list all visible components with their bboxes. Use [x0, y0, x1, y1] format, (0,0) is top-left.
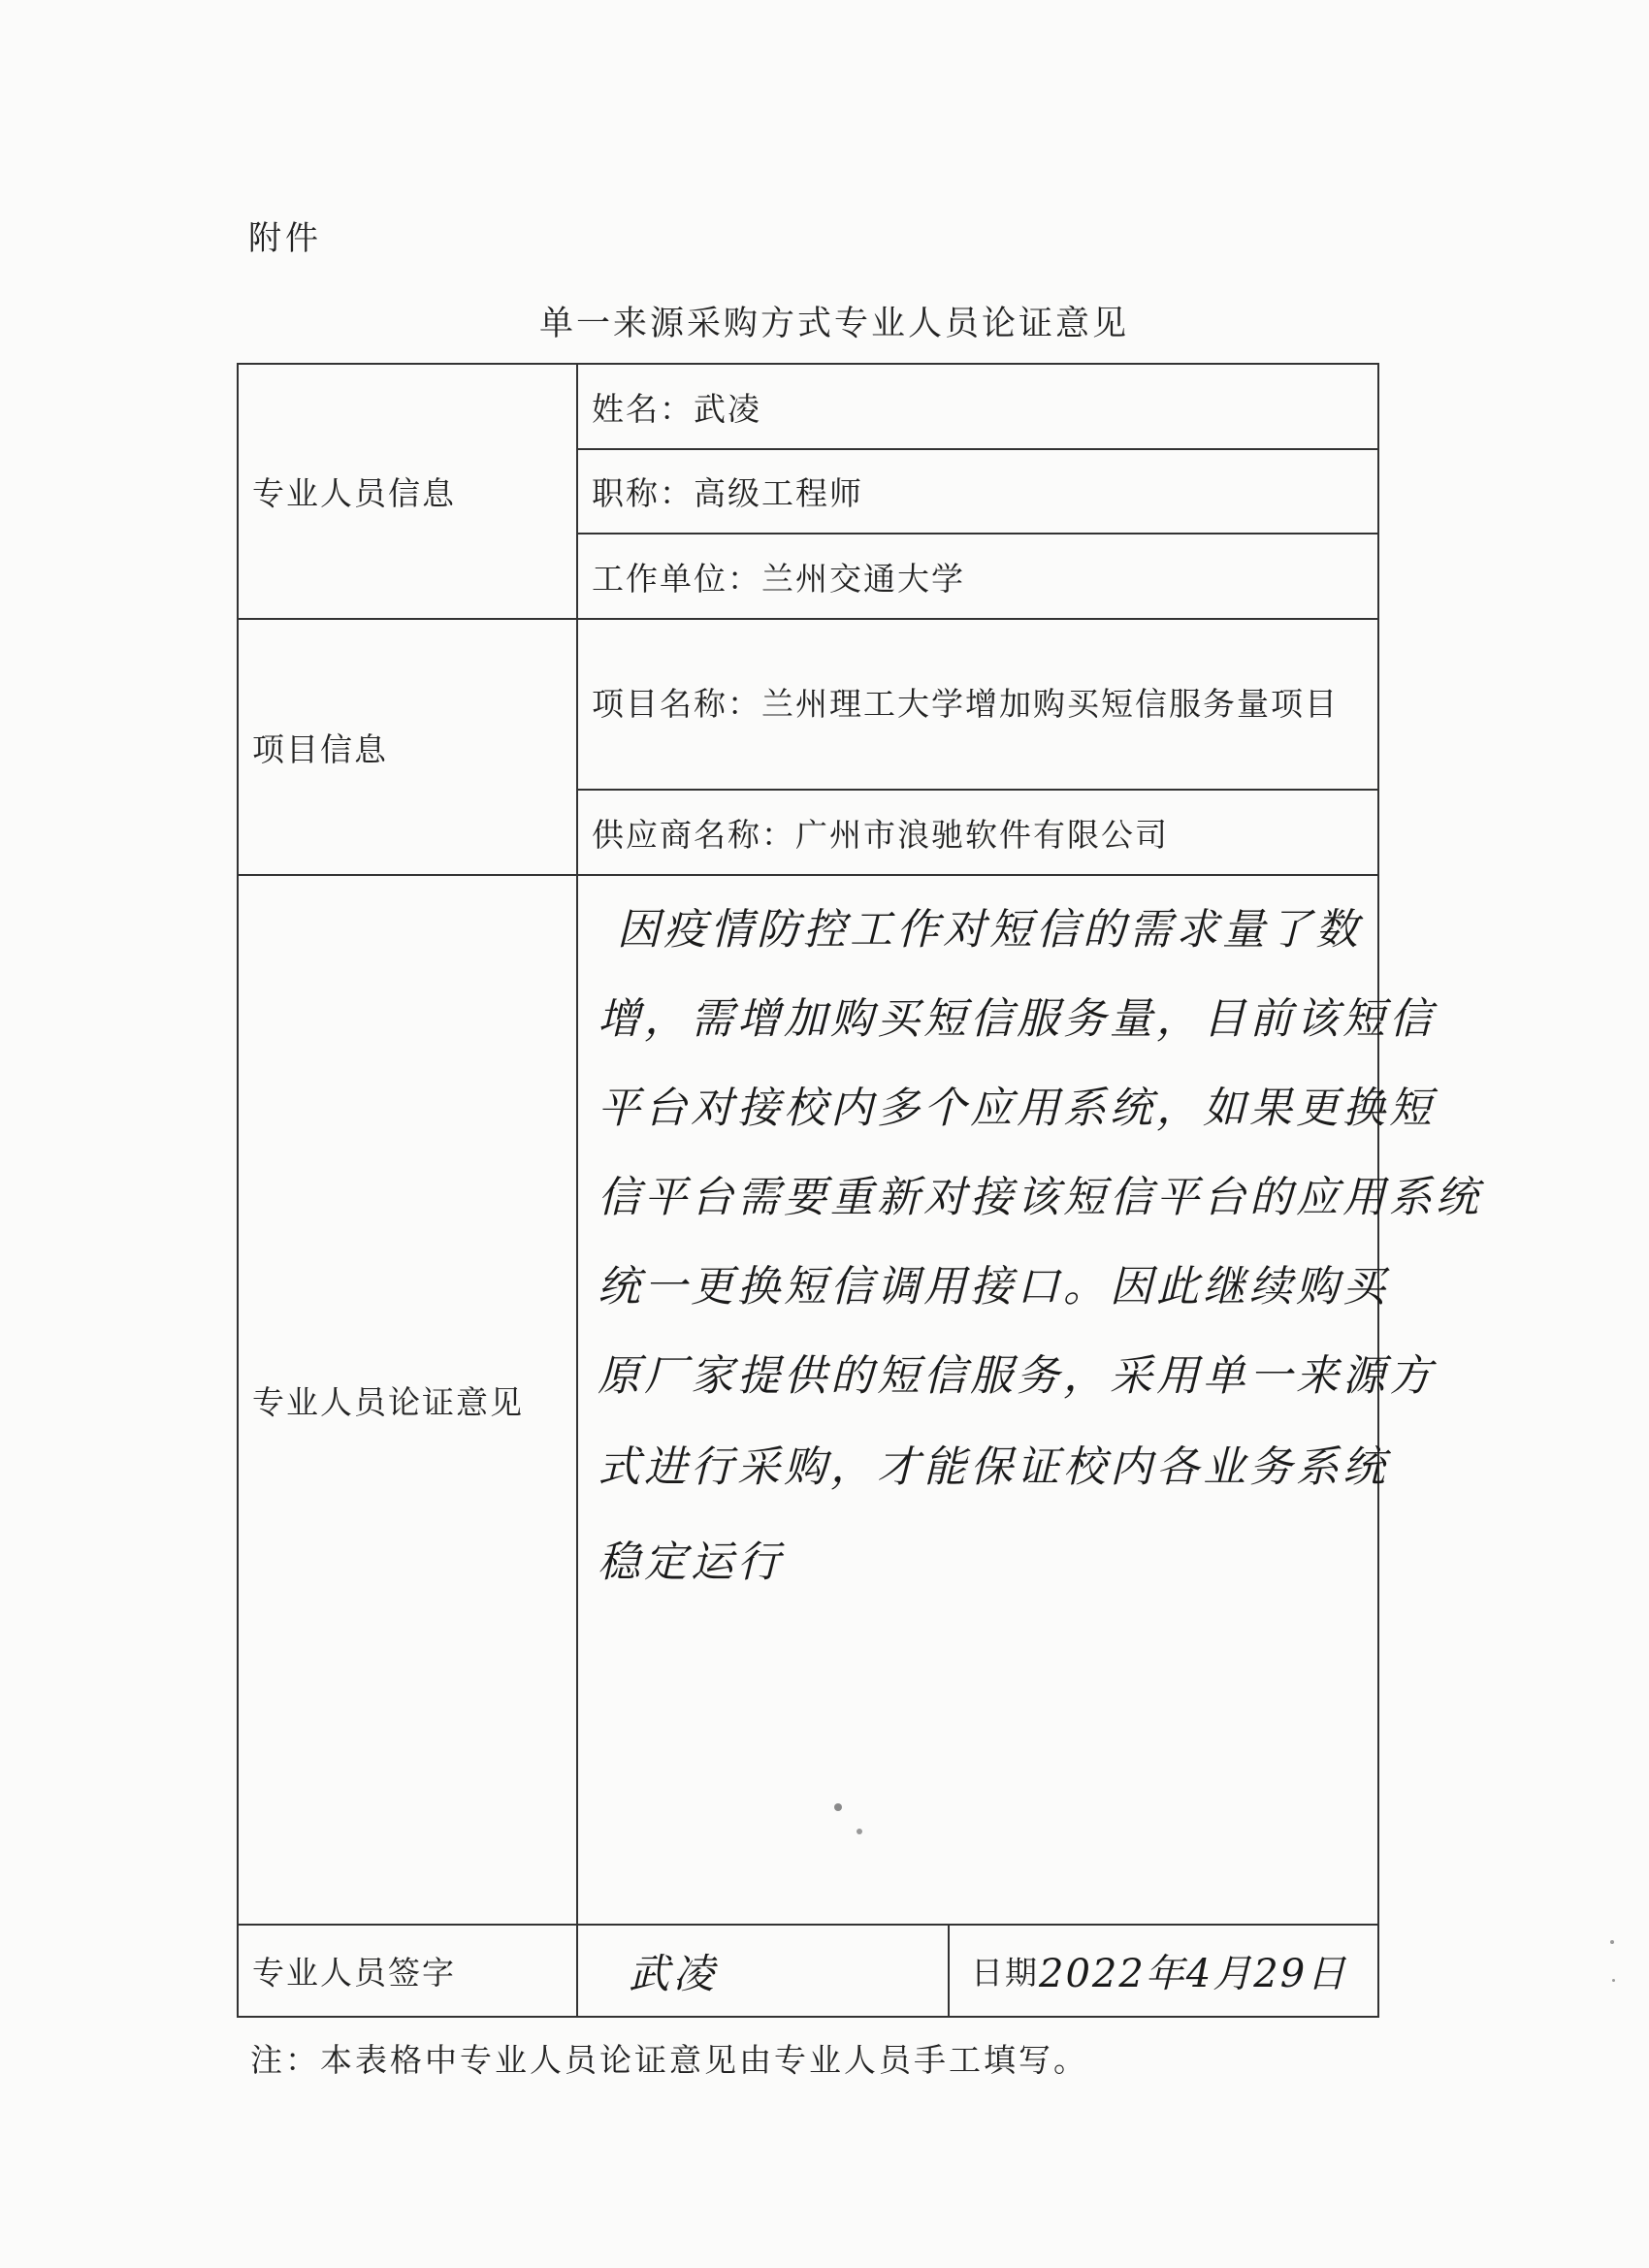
personnel-info-label: 专业人员信息: [238, 364, 577, 619]
supplier-name: 供应商名称：广州市浪驰软件有限公司: [577, 790, 1378, 875]
footer-note: 注：本表格中专业人员论证意见由专业人员手工填写。: [250, 2041, 1088, 2079]
opinion-line: 增，需增加购买短信服务量，目前该短信: [598, 994, 1436, 1044]
opinion-line: 平台对接校内多个应用系统，如果更换短: [598, 1084, 1436, 1133]
signature-area: [578, 1926, 950, 2016]
opinion-line: 原厂家提供的短信服务，采用单一来源方: [598, 1351, 1436, 1401]
scan-speck: [1610, 1940, 1614, 1944]
attachment-label: 附件: [248, 219, 322, 258]
personnel-name: 姓名：武凌: [577, 364, 1378, 449]
signature-date-row: [577, 1925, 1378, 2017]
opinion-line: 信平台需要重新对接该短信平台的应用系统: [598, 1173, 1482, 1222]
handwritten-date: 2022年4月29日: [1039, 1952, 1348, 1996]
handwritten-signature: 武凌: [629, 1949, 719, 1997]
ink-speck: [857, 1829, 862, 1834]
date-area: [950, 1926, 1377, 2016]
opinion-line: 稳定运行: [598, 1538, 784, 1587]
date-label: 日期: [971, 1954, 1039, 1992]
opinion-line: 统一更换短信调用接口。因此继续购买: [598, 1262, 1389, 1312]
project-info-label: 项目信息: [238, 619, 577, 875]
opinion-line: 式进行采购，才能保证校内各业务系统: [598, 1442, 1389, 1492]
personnel-title: 职称：高级工程师: [577, 449, 1378, 534]
project-name: 项目名称：兰州理工大学增加购买短信服务量项目: [577, 619, 1378, 790]
signature-label: 专业人员签字: [238, 1925, 577, 2017]
opinion-line: 因疫情防控工作对短信的需求量了数: [617, 905, 1362, 955]
personnel-workplace: 工作单位：兰州交通大学: [577, 534, 1378, 619]
ink-speck: [834, 1803, 842, 1811]
document-title: 单一来源采购方式专业人员论证意见: [538, 305, 1129, 343]
scan-speck: [1612, 1979, 1615, 1982]
handwritten-opinion-canvas: [578, 876, 1482, 1926]
opinion-label: 专业人员论证意见: [238, 875, 577, 1925]
handwritten-opinion: [577, 875, 1482, 1925]
argument-form-table: [237, 363, 1482, 2018]
